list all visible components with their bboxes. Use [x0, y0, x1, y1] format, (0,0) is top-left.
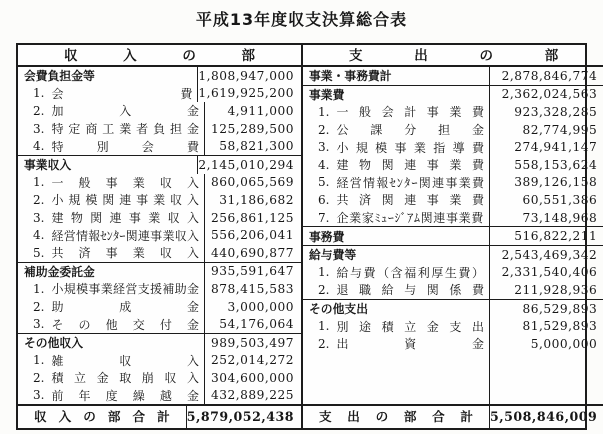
item-label: 会費: [51, 86, 193, 101]
table-row: [303, 138, 603, 156]
item-label-cell: [18, 209, 205, 227]
table-row: [303, 156, 603, 174]
item-label: 一般会計事業費: [336, 105, 484, 120]
item-label: 経営情報ｾﾝﾀｰ関連事業収入: [51, 228, 199, 243]
table-row: [18, 280, 301, 298]
item-number: 3.: [33, 210, 45, 225]
section-header-row: [18, 263, 301, 281]
income-half: [18, 45, 303, 428]
item-label-cell: [18, 315, 205, 333]
table-row: [303, 103, 603, 121]
item-number: 1.: [33, 353, 45, 368]
item-label: 給与費（含福利厚生費）: [336, 265, 484, 280]
item-label-cell: [18, 226, 205, 244]
amount-cell: 125,289,500: [210, 121, 294, 136]
item-label-cell: [303, 156, 490, 174]
expense-column-header: 支出の部: [303, 45, 603, 67]
amount-cell: 2,362,024,563: [501, 87, 598, 102]
amount-cell: 274,941,147: [514, 140, 598, 155]
item-number: 1.: [33, 86, 45, 101]
section-header-row: [303, 67, 603, 85]
table-row: [303, 191, 603, 209]
table-section: [18, 263, 301, 334]
item-label: 小規模事業経営支援補助金: [51, 282, 199, 297]
table-row: [18, 137, 301, 155]
item-label: 加入金: [51, 104, 199, 119]
item-label-cell: [303, 264, 490, 282]
amount-cell: 2,331,540,406: [501, 265, 598, 280]
item-number: 5.: [318, 175, 330, 190]
income-sections: [18, 67, 301, 404]
item-label-cell: [18, 137, 205, 155]
item-number: 1.: [33, 281, 45, 296]
item-number: 4.: [33, 139, 45, 154]
table-row: [18, 226, 301, 244]
item-label: 企業家ﾐｭｰｼﾞｱﾑ関連事業費: [336, 211, 484, 226]
item-label-cell: [303, 174, 490, 192]
item-label-cell: その他収入: [18, 334, 205, 352]
amount-cell: 31,186,682: [219, 192, 294, 207]
item-label-cell: 事業収入: [18, 156, 198, 174]
table-section: [18, 156, 301, 263]
table-section: [18, 67, 301, 156]
item-label-cell: [18, 244, 205, 262]
amount-cell: 58,821,300: [219, 139, 294, 154]
item-label-cell: 事業費: [303, 86, 490, 104]
item-number: 2.: [33, 103, 45, 118]
item-label: 小規模関連事業収入: [51, 193, 199, 208]
income-total-amount: 5,879,052,438: [186, 409, 294, 425]
table-row: [18, 191, 301, 209]
amount-cell: 211,928,936: [514, 282, 598, 297]
item-label-cell: [303, 138, 490, 156]
income-total-label: 収入の部合計: [18, 406, 187, 428]
item-number: 2.: [33, 192, 45, 207]
item-label: 共済事業収入: [51, 246, 199, 261]
item-label: 出資金: [336, 337, 484, 352]
item-label: 特別会費: [51, 139, 199, 154]
expense-total-row: [303, 404, 603, 428]
item-label: 積立金取崩収入: [51, 371, 199, 386]
item-label: 前年度繰越金: [51, 388, 199, 403]
amount-cell: 516,822,211: [514, 229, 598, 244]
item-label: 小規模事業指導費: [336, 140, 484, 155]
item-number: 5.: [33, 245, 45, 260]
item-number: 2.: [33, 299, 45, 314]
table-section: [303, 67, 603, 86]
item-label-cell: [303, 335, 490, 353]
expense-total-amount: 5,508,846,009: [490, 409, 598, 425]
amount-cell: 5,000,000: [530, 336, 598, 351]
item-label-cell: 事業・事務費計: [303, 67, 490, 85]
item-label: 経営情報ｾﾝﾀｰ関連事業費: [336, 175, 484, 190]
table-row: [18, 298, 301, 316]
page-title: 平成13年度収支決算総合表: [195, 10, 408, 29]
amount-cell: 2,145,010,294: [198, 157, 294, 172]
item-label-cell: [303, 103, 490, 121]
table-row: [303, 121, 603, 139]
amount-cell: 60,551,386: [522, 192, 598, 207]
item-number: 7.: [318, 210, 330, 225]
table-section: [18, 334, 301, 404]
amount-cell: 878,415,583: [210, 281, 294, 296]
amount-cell: 935,591,647: [210, 264, 294, 279]
item-label-cell: 会費負担金等: [18, 67, 198, 85]
amount-cell: 73,148,968: [522, 210, 598, 225]
item-label: 雑収入: [51, 353, 199, 368]
item-label-cell: [18, 102, 205, 120]
table-row: [18, 102, 301, 120]
item-label: 一般事業収入: [51, 175, 199, 190]
item-label: 公課分担金: [336, 123, 484, 138]
amount-cell: 86,529,893: [522, 301, 598, 316]
amount-cell: 54,176,064: [219, 317, 294, 332]
item-number: 2.: [318, 336, 330, 351]
table-row: [303, 281, 603, 299]
table-section: [303, 246, 603, 300]
amount-cell: 81,529,893: [522, 319, 598, 334]
item-label: 共済関連事業費: [336, 193, 484, 208]
item-label-cell: [303, 281, 490, 299]
item-number: 2.: [318, 122, 330, 137]
item-label: 建物関連事業収入: [51, 211, 199, 226]
table-row: [18, 369, 301, 387]
item-label-cell: 給与費等: [303, 246, 490, 264]
amount-cell: 1,619,925,200: [198, 86, 294, 101]
amount-cell: 256,861,125: [210, 210, 294, 225]
table-row: [303, 264, 603, 282]
item-number: 3.: [33, 317, 45, 332]
section-header-row: [303, 86, 603, 104]
table-section: [303, 227, 603, 246]
item-label-cell: その他支出: [303, 300, 490, 318]
amount-cell: 989,503,497: [210, 335, 294, 350]
item-label-cell: [303, 209, 490, 227]
expense-sections: [303, 67, 603, 404]
table-section: [303, 86, 603, 228]
income-total-row: [18, 404, 301, 428]
amount-cell: 556,206,041: [210, 228, 294, 243]
amount-cell: 860,065,569: [210, 175, 294, 190]
item-label-cell: [18, 174, 205, 192]
item-label-cell: [18, 369, 205, 387]
section-header-row: [303, 246, 603, 264]
section-header-row: [18, 156, 301, 174]
item-number: 1.: [318, 104, 330, 119]
table-row: [18, 85, 301, 103]
item-label: 助成金: [51, 300, 199, 315]
empty-filler-row: [303, 353, 603, 405]
income-column-header: 収入の部: [18, 45, 301, 67]
expense-total-label: 支出の部合計: [303, 406, 490, 428]
amount-cell: 2,878,846,774: [501, 68, 598, 83]
item-label-cell: [18, 85, 198, 103]
amount-cell: 440,690,877: [210, 245, 294, 260]
amount-cell: 432,889,225: [210, 388, 294, 403]
item-label-cell: [18, 120, 205, 138]
item-label: 退職給与関係費: [336, 283, 484, 298]
table-row: [18, 315, 301, 333]
item-number: 4.: [33, 228, 45, 243]
item-number: 3.: [33, 388, 45, 403]
table-section: [303, 300, 603, 405]
item-number: 1.: [318, 319, 330, 334]
item-number: 3.: [33, 121, 45, 136]
item-number: 1.: [33, 175, 45, 190]
item-label-cell: [18, 191, 205, 209]
item-number: 6.: [318, 192, 330, 207]
table-row: [303, 174, 603, 192]
table-row: [18, 244, 301, 262]
item-label-cell: [303, 191, 490, 209]
item-label-cell: [18, 280, 205, 298]
amount-cell: 4,911,000: [227, 103, 294, 118]
section-header-row: [18, 67, 301, 85]
table-row: [303, 335, 603, 353]
item-label: 特定商工業者負担金: [51, 122, 199, 137]
item-label-cell: [18, 298, 205, 316]
table-row: [18, 209, 301, 227]
amount-cell: 558,153,624: [514, 157, 598, 172]
section-header-row: [303, 300, 603, 318]
item-label-cell: [303, 317, 490, 335]
item-label: 別途積立金支出: [336, 319, 484, 334]
item-label-cell: [18, 387, 205, 405]
amount-cell: 304,600,000: [210, 370, 294, 385]
amount-cell: 1,808,947,000: [198, 68, 294, 83]
item-number: 2.: [318, 282, 330, 297]
item-number: 3.: [318, 140, 330, 155]
amount-cell: 82,774,995: [522, 122, 598, 137]
item-label-cell: 補助金委託金: [18, 263, 205, 281]
amount-cell: 252,014,272: [210, 353, 294, 368]
item-label-cell: [303, 121, 490, 139]
amount-cell: 389,126,158: [514, 175, 598, 190]
table-row: [303, 209, 603, 227]
table-row: [18, 352, 301, 370]
empty-cell: [303, 353, 490, 405]
expense-half: [303, 45, 603, 428]
item-label-cell: 事務費: [303, 227, 490, 245]
table-row: [18, 120, 301, 138]
table-row: [18, 174, 301, 192]
section-header-row: [18, 334, 301, 352]
item-number: 4.: [318, 157, 330, 172]
item-number: 1.: [318, 265, 330, 280]
amount-cell: 923,328,285: [514, 104, 598, 119]
amount-cell: 3,000,000: [227, 299, 294, 314]
item-label: その他交付金: [51, 317, 199, 332]
item-label: 建物関連事業費: [336, 158, 484, 173]
section-header-row: [303, 227, 603, 245]
item-number: 2.: [33, 370, 45, 385]
table-row: [303, 317, 603, 335]
amount-cell: 2,543,469,342: [501, 247, 598, 262]
statement-table: [16, 43, 598, 430]
item-label-cell: [18, 352, 205, 370]
table-row: [18, 387, 301, 405]
